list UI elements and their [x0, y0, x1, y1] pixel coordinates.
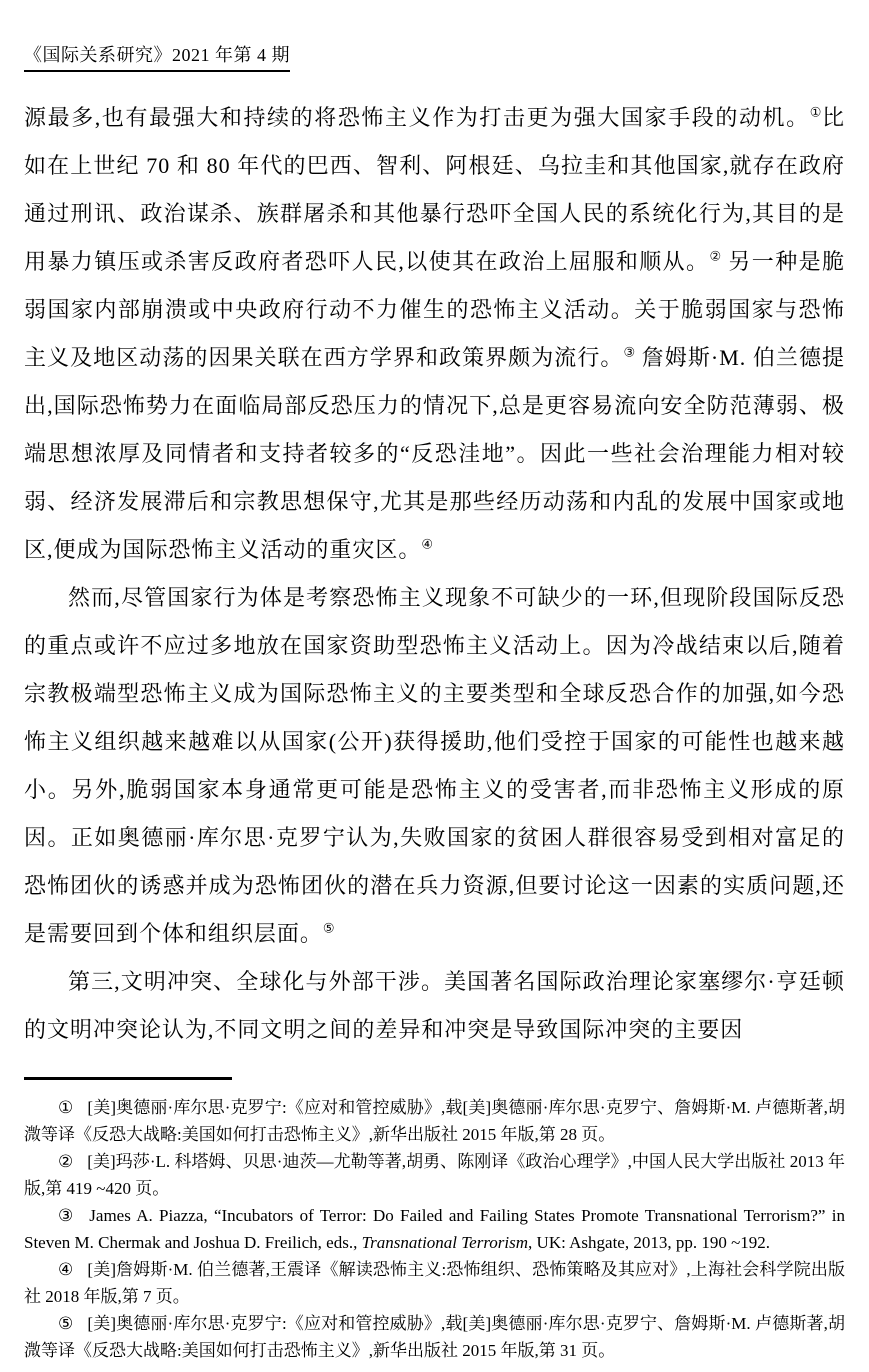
footnote-ref: ③ — [623, 345, 636, 361]
paragraph-counterterror-focus — [24, 574, 845, 958]
paragraph-civilization-conflict — [24, 958, 845, 1054]
paragraph-state-terrorism — [24, 94, 845, 574]
footnote-ref: ② — [709, 249, 722, 265]
footnote-marker: ① — [58, 1098, 74, 1118]
footnote-ref: ⑤ — [322, 921, 335, 937]
text-run: 詹姆斯·M. 伯兰德提出,国际恐怖势力在面临局部反恐压力的情况下,总是更容易流向安全防范薄弱、极端思想浓厚及同情者和支持者较多的“反恐洼地”。因此一些社会治理能力相对较弱、经济发展滞后和宗教思想保守,尤其是那些经历动荡和内乱的发展中国家或地区,便成为国际恐怖主义活动的重灾区。 — [24, 345, 845, 563]
text-run: 然而,尽管国家行为体是考察恐怖主义现象不可缺少的一环,但现阶段国际反恐的重点或许不应过多地放在国家资助型恐怖主义活动上。因为冷战结束以后,随着宗教极端型恐怖主义成为国际恐怖主义的主要类型和全球反恐合作的加强,如今恐怖主义组织越来越难以从国家(公开)获得援助,他们受控于国家的可能性也越来越小。另外,脆弱国家本身通常更可能是恐怖主义的受害者,而非恐怖主义形成的原因。正如奥德丽·库尔思·克罗宁认为,失败国家的贫困人群很容易受到相对富足的恐怖团伙的诱惑并成为恐怖团伙的潜在兵力资源,但要讨论这一因素的实质问题,还是需要回到个体和组织层面。 — [24, 585, 845, 947]
footnote-marker: ③ — [58, 1206, 76, 1226]
footnote-ref: ④ — [421, 537, 433, 553]
text-run: [美]詹姆斯·M. 伯兰德著,王震译《解读恐怖主义:恐怖组织、恐怖策略及其应对》,上海社会科学院出版社 2018 年版,第 7 页。 — [24, 1260, 845, 1307]
footnote-5 — [24, 1310, 845, 1364]
article-body — [24, 94, 845, 1054]
text-run: [美]奥德丽·库尔思·克罗宁:《应对和管控威胁》,载[美]奥德丽·库尔思·克罗宁、詹姆斯·M. 卢德斯著,胡溦等译《反恐大战略:美国如何打击恐怖主义》,新华出版社 2015 年版,第 31 页。 — [24, 1314, 845, 1361]
italic-book-title: Transnational Terrorism — [361, 1233, 529, 1253]
text-run: 比如在上世纪 70 和 80 年代的巴西、智利、阿根廷、乌拉圭和其他国家,就存在政府通过刑讯、政治谋杀、族群屠杀和其他暴行恐吓全国人民的系统化行为,其目的是用暴力镇压或杀害反政府者恐吓人民,以使其在政治上屈服和顺从。 — [24, 105, 845, 275]
footnote-3 — [24, 1202, 845, 1256]
text-run: 另一种是脆弱国家内部崩溃或中央政府行动不力催生的恐怖主义活动。关于脆弱国家与恐怖主义及地区动荡的因果关联在西方学界和政策界颇为流行。 — [24, 249, 845, 371]
page-header — [24, 44, 845, 72]
footnote-1 — [24, 1094, 845, 1148]
footnote-separator — [24, 1077, 232, 1080]
footnote-marker: ⑤ — [58, 1314, 74, 1334]
text-run: , UK: Ashgate, 2013, pp. 190 ~192. — [528, 1233, 771, 1253]
footnote-ref: ① — [809, 105, 822, 121]
text-run: [美]奥德丽·库尔思·克罗宁:《应对和管控威胁》,载[美]奥德丽·库尔思·克罗宁、詹姆斯·M. 卢德斯著,胡溦等译《反恐大战略:美国如何打击恐怖主义》,新华出版社 2015 年版,第 28 页。 — [24, 1098, 845, 1145]
footnote-marker: ④ — [58, 1260, 74, 1280]
footnote-marker: ② — [58, 1152, 74, 1172]
footnotes-section — [24, 1094, 845, 1364]
footnote-2 — [24, 1148, 845, 1202]
text-run: 第三,文明冲突、全球化与外部干涉。美国著名国际政治理论家塞缪尔·亨廷顿的文明冲突论认为,不同文明之间的差异和冲突是导致国际冲突的主要因 — [24, 969, 845, 1043]
text-run: 源最多,也有最强大和持续的将恐怖主义作为打击更为强大国家手段的动机。 — [24, 105, 810, 131]
footnote-4 — [24, 1256, 845, 1310]
journal-issue-title: 《国际关系研究》2021 年第 4 期 — [24, 44, 290, 72]
text-run: James A. Piazza, “Incubators of Terror: Do Failed and Failing States Promote Transnational Terrorism?” in Steven M. Chermak and Joshua D. Freilich, eds., — [24, 1206, 845, 1253]
text-run: [美]玛莎·L. 科塔姆、贝思·迪茨—尤勒等著,胡勇、陈刚译《政治心理学》,中国人民大学出版社 2013 年版,第 419 ~420 页。 — [24, 1152, 845, 1199]
